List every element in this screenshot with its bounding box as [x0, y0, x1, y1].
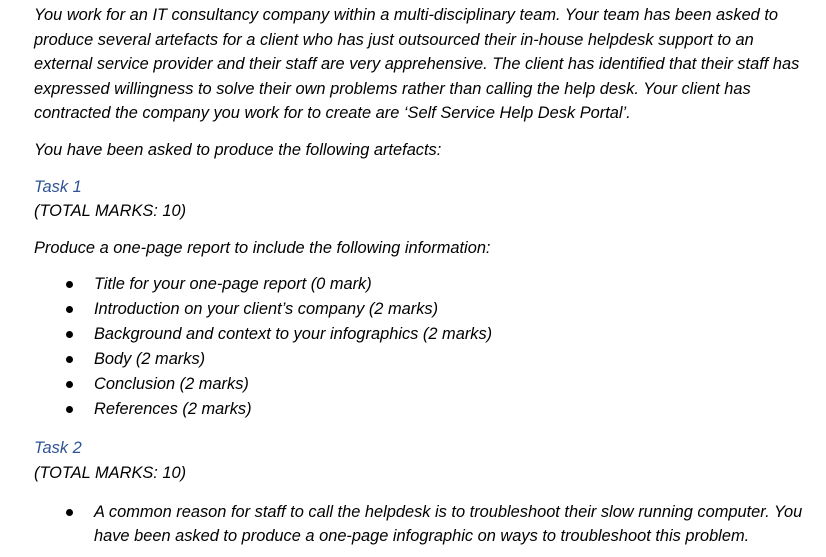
artefacts-line: You have been asked to produce the following artefacts: [34, 140, 442, 159]
list-item [34, 397, 809, 422]
list-item-text: Body (2 marks) [94, 350, 206, 369]
list-item-text: Background and context to your infographics (2 marks) [94, 325, 493, 344]
list-item-text: A common reason for staff to call the helpdesk is to troubleshoot their slow running computer. You have been asked to produce a one-page infographic on ways to troubleshoot this problem. [94, 502, 803, 546]
list-item [34, 272, 809, 297]
task2-heading: Task 2 [34, 439, 82, 458]
list-item-text: References (2 marks) [94, 400, 252, 419]
list-item [34, 347, 809, 372]
bullet-icon [66, 406, 73, 413]
task1-heading: Task 1 [34, 177, 82, 196]
intro-paragraph: You work for an IT consultancy company within a multi-disciplinary team. Your team has been asked to produce several artefacts for a client who has just outsourced their in-house helpdesk support to an external service provider and their staff are very apprehensive. The client has identified that their staff has expressed willingness to solve their own problems rather than calling the help desk. Your client has contracted the company you work for to create are ‘Self Service Help Desk Portal’. [34, 6, 800, 123]
list-item-text: Title for your one-page report (0 mark) [94, 275, 372, 294]
bullet-icon [66, 306, 73, 313]
list-item [34, 322, 809, 347]
document-page [34, 3, 809, 549]
task1-marks: (TOTAL MARKS: 10) [34, 202, 187, 221]
task1-instruction: Produce a one-page report to include the following information: [34, 238, 491, 257]
bullet-icon [66, 356, 73, 363]
task2-bullet-list [34, 500, 809, 549]
task2-marks: (TOTAL MARKS: 10) [34, 463, 187, 482]
list-item-text: Introduction on your client’s company (2 marks) [94, 300, 439, 319]
task1-bullet-list [34, 272, 809, 422]
bullet-icon [66, 331, 73, 338]
list-item [34, 500, 809, 549]
list-item-text: Conclusion (2 marks) [94, 375, 249, 394]
list-item [34, 297, 809, 322]
list-item [34, 372, 809, 397]
bullet-icon [66, 281, 73, 288]
bullet-icon [66, 381, 73, 388]
bullet-icon [66, 509, 73, 516]
